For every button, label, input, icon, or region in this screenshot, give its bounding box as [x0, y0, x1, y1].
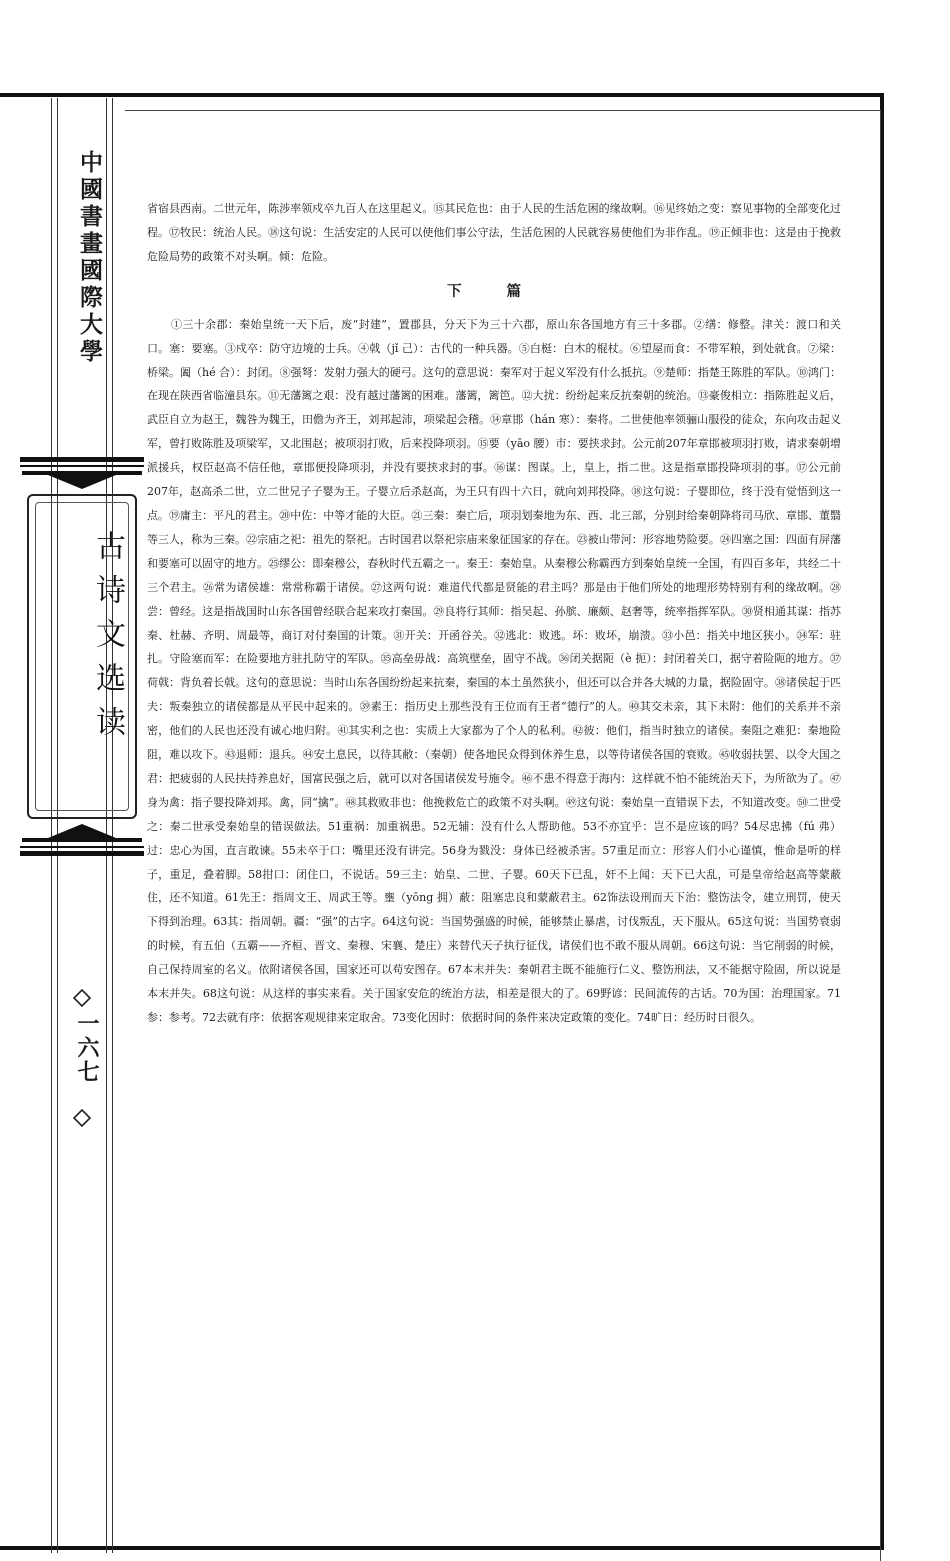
- banner-top-ornament: [20, 457, 144, 491]
- banner-bottom-ornament: [20, 822, 144, 856]
- page-number: 一六七: [74, 1012, 100, 1084]
- section-title: 下 篇: [446, 282, 542, 300]
- notes-paragraph: ①三十余郡：秦始皇统一天下后，废“封建”，置郡县，分天下为三十六郡，原山东各国地方有三十多郡。②缮：修整。津关：渡口和关口。塞：要塞。③戍卒：防守边境的士兵。④戟（jǐ 己）：古代的一种兵器。⑤白梃：白木的棍杖。⑥望屋而食：不带军粮，到处就食。⑦梁：桥梁。阖（hé 合）：封闭。⑧强弩：发射力强大的硬弓。这句的意思说：秦军对于起义军没有什么抵抗。⑨楚师：指楚王陈胜的军队。⑩鸿门：在现在陕西省临潼县东。⑪无藩篱之艰：没有越过藩篱的困难。藩篱，篱笆。⑫大扰：纷纷起来反抗秦朝的统治。⑬豪俊相立：指陈胜起义后，武臣自立为赵王，魏咎为魏王，田儋为齐王，刘邦起沛，项梁起会稽。⑭章邯（hán 寒）：秦将。二世使他率领骊山服役的徒众，东向攻击起义军，曾打败陈胜及项梁军，又北围赵；被项羽打败，后来投降项羽。⑮要（yāo 腰）市：要挟求封。公元前207年章邯被项羽打败，请求秦朝增派援兵，权臣赵高不信任他，章邯便投降项羽，并没有要挟求封的事。⑯谋：图谋。上，皇上，指二世。这是指章邯投降项羽的事。⑰公元前207年，赵高杀二世，立二世兄子子婴为王。子婴立后杀赵高，为王只有四十六日，就向刘邦投降。⑱这句说：子婴即位，终于没有觉悟到这一点。⑲庸主：平凡的君主。⑳中佐：中等才能的大臣。㉑三秦：秦亡后，项羽划秦地为东、西、北三部，分别封给秦朝降将司马欣、章邯、董翳等三人，称为三秦。㉒宗庙之祀：祖先的祭祀。古时国君以祭祀宗庙来象征国家的存在。㉓被山带河：形容地势险要。㉔四塞之国：四面有屏藩和要塞可以固守的地方。㉕缪公：即秦穆公，春秋时代五霸之一。秦王：秦始皇。从秦穆公称霸西方到秦始皇统一全国，有四百多年，共经二十三个君主。㉖常为诸侯雄：常常称霸于诸侯。㉗这两句说：难道代代都是贤能的君主吗？那是由于他们所处的地理形势特别有利的缘故啊。㉘尝：曾经。这是指战国时山东各国曾经联合起来攻打秦国。㉙良将行其师：指吴起、孙膑、廉颇、赵奢等，统率指挥军队。㉚贤相通其谋：指苏秦、杜赫、齐明、周最等，商订对付秦国的计策。㉛开关：开函谷关。㉜逃北：败逃。坏：败坏，崩溃。㉝小邑：指关中地区狭小。㉞军：驻扎。守险塞而军：在险要地方驻扎防守的军队。㉟高垒毋战：高筑壁垒，固守不战。㊱闭关据阨（è 扼）：封闭着关口，据守着险阨的地方。㊲荷戟：背负着长戟。这句的意思说：当时山东各国纷纷起来抗秦，秦国的本土虽然狭小，但还可以合并各大城的力量，据险固守。㊳诸侯起于匹夫：叛秦独立的诸侯都是从平民中起来的。㊴素王：指历史上那些没有王位而有王者“德行”的人。㊵其交未亲，其下未附：他们的关系并不亲密，他们的人民也还没有诚心地归附。㊶其实利之也：实质上大家都为了个人的私利。㊷彼：他们，指当时独立的诸侯。秦阻之难犯：秦地险阻，难以攻下。㊸退师：退兵。㊹安土息民，以待其敝：（秦朝）使各地民众得到休养生息，以等待诸侯各国的衰败。㊺收弱扶罢、以令大国之君：把疲弱的人民扶持养息好，国富民强之后，就可以对各国诸侯发号施令。㊻不患不得意于海内：这样就不怕不能统治天下，为所欲为了。㊼身为禽：指子婴投降刘邦。禽，同“擒”。㊽其救败非也：他挽救危亡的政策不对头啊。㊾这句说：秦始皇一直错误下去，不知道改变。㊿二世受之：秦二世承受秦始皇的错误做法。51重祸：加重祸患。52无辅：没有什么人帮助他。53不亦宜乎：岂不是应该的吗？54尽忠拂（fú 弗）过：忠心为国，直言敢谏。55未卒于口：嘴里还没有讲完。56身为戮没：身体已经被杀害。57重足而立：形容人们小心谨慎，惟命是听的样子，重足，叠着脚。58拑口：闭住口，不说话。59三主：始皇、二世、子婴。60天下已乱，奸不上闻：天下已大乱，可是皇帝给赵高等蒙蔽住，还不知道。61先王：指周文王、周武王等。壅（yōng 拥）蔽：阻塞忠良和蒙蔽君主。62饰法设刑而天下治：整饬法令，建立刑罚，使天下得到治理。63其：指周朝。疆：“强”的古字。64这句说：当国势强盛的时候，能够禁止暴虐，讨伐叛乱，天下服从。65这句说：当国势衰弱的时候，有五伯（五霸——齐桓、晋文、秦穆、宋襄、楚庄）来替代天子执行征伐，诸侯们也不敢不服从周朝。66这句说：当它削弱的时候，自己保持周室的名义。依附诸侯各国，国家还可以苟安图存。67本末并失：秦朝君主既不能施行仁义、整饬刑法，又不能据守险固，所以说是本末并失。68这句说：从这样的事实来看。关于国家安危的统治方法，相差是很大的了。69野谚：民间流传的古话。70为国：治理国家。71参：参考。72去就有序：依据客观规律来定取舍。73变化因时：依据时间的条件来决定政策的变化。74旷日：经历时日很久。: [147, 317, 841, 1024]
- diamond-icon: [72, 1108, 92, 1128]
- series-title: 中國書畫國際大學: [76, 150, 103, 366]
- diamond-icon: [72, 988, 92, 1008]
- notes-body: [147, 197, 841, 1030]
- book-title: 古诗文选读: [90, 530, 125, 750]
- notes-paragraph-continued: 省宿县西南。二世元年，陈涉率领戍卒九百人在这里起义。⑮其民危也：由于人民的生活危困的缘故啊。⑯见终始之变：察见事物的全部变化过程。⑰牧民：统治人民。⑱这句说：生活安定的人民可以使他们事公守法，生活危困的人民就容易使他们为非作乱。⑲正倾非也：这是由于挽救危险局势的政策不对头啊。倾：危险。: [147, 202, 841, 263]
